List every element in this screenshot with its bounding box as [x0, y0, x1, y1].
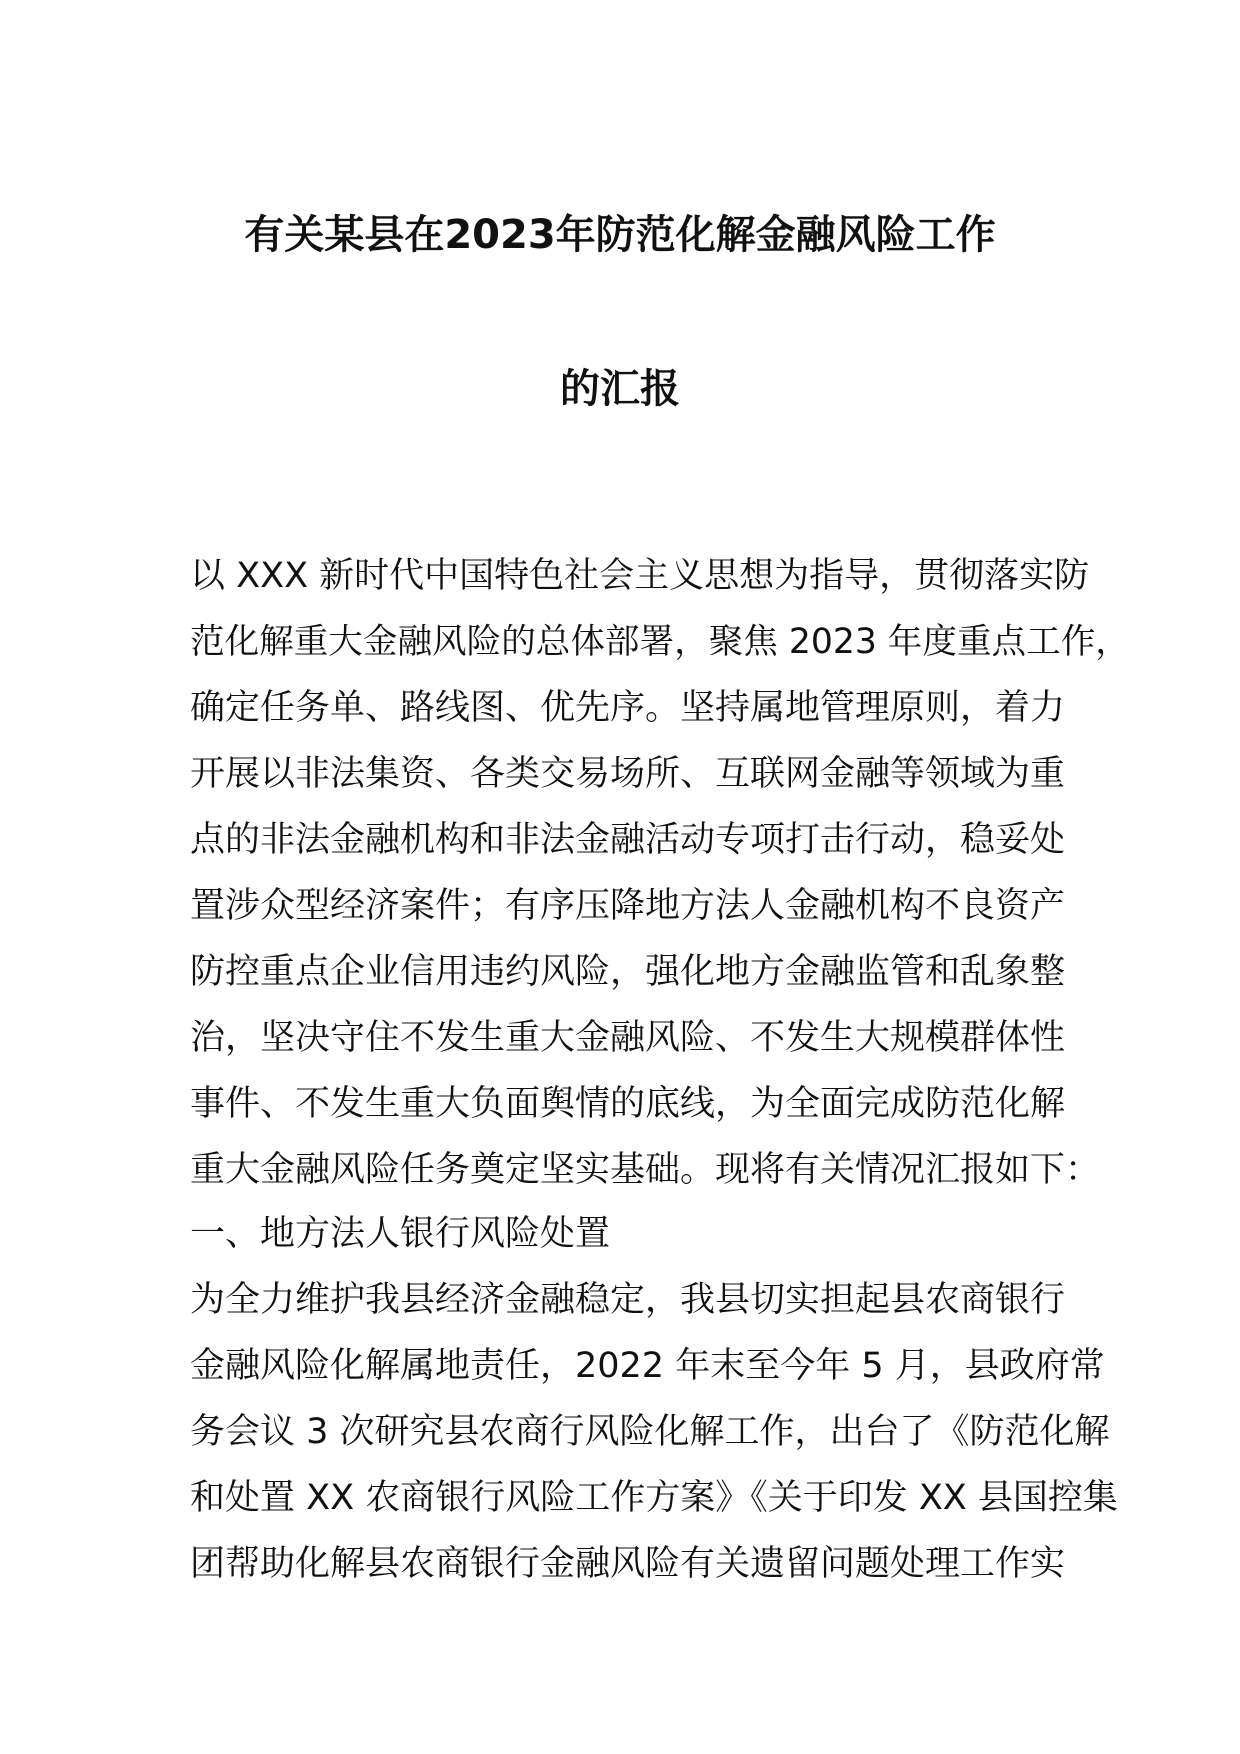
- body-line: 范化解重大金融风险的总体部署，聚焦 2023 年度重点工作，: [190, 622, 1130, 662]
- document-title-line-2: 的汇报: [560, 366, 680, 412]
- body-line: 和处置 XX 农商银行风险工作方案》《关于印发 XX 县国控集: [190, 1478, 1118, 1518]
- body-line: 点的非法金融机构和非法金融活动专项打击行动，稳妥处: [190, 820, 1066, 860]
- body-line: 确定任务单、路线图、优先序。坚持属地管理原则，着力: [190, 688, 1066, 728]
- body-line: 防控重点企业信用违约风险，强化地方金融监管和乱象整: [190, 952, 1066, 992]
- body-line: 团帮助化解县农商银行金融风险有关遗留问题处理工作实: [190, 1544, 1066, 1584]
- body-line: 治，坚决守住不发生重大金融风险、不发生大规模群体性: [190, 1018, 1066, 1058]
- body-line: 置涉众型经济案件；有序压降地方法人金融机构不良资产: [190, 886, 1066, 926]
- body-line: 重大金融风险任务奠定坚实基础。现将有关情况汇报如下：: [190, 1150, 1101, 1190]
- document-title-line-1: 有关某县在2023年防范化解金融风险工作: [244, 212, 996, 258]
- body-line: 务会议 3 次研究县农商行风险化解工作，出台了《防范化解: [190, 1412, 1110, 1452]
- body-line: 金融风险化解属地责任，2022 年末至今年 5 月，县政府常: [190, 1346, 1105, 1386]
- body-line: 以 XXX 新时代中国特色社会主义思想为指导，贯彻落实防: [190, 556, 1090, 596]
- section-heading: 一、地方法人银行风险处置: [190, 1214, 611, 1254]
- body-line: 开展以非法集资、各类交易场所、互联网金融等领域为重: [190, 754, 1066, 794]
- body-line: 为全力维护我县经济金融稳定，我县切实担起县农商银行: [190, 1280, 1066, 1320]
- body-line: 事件、不发生重大负面舆情的底线，为全面完成防范化解: [190, 1084, 1066, 1124]
